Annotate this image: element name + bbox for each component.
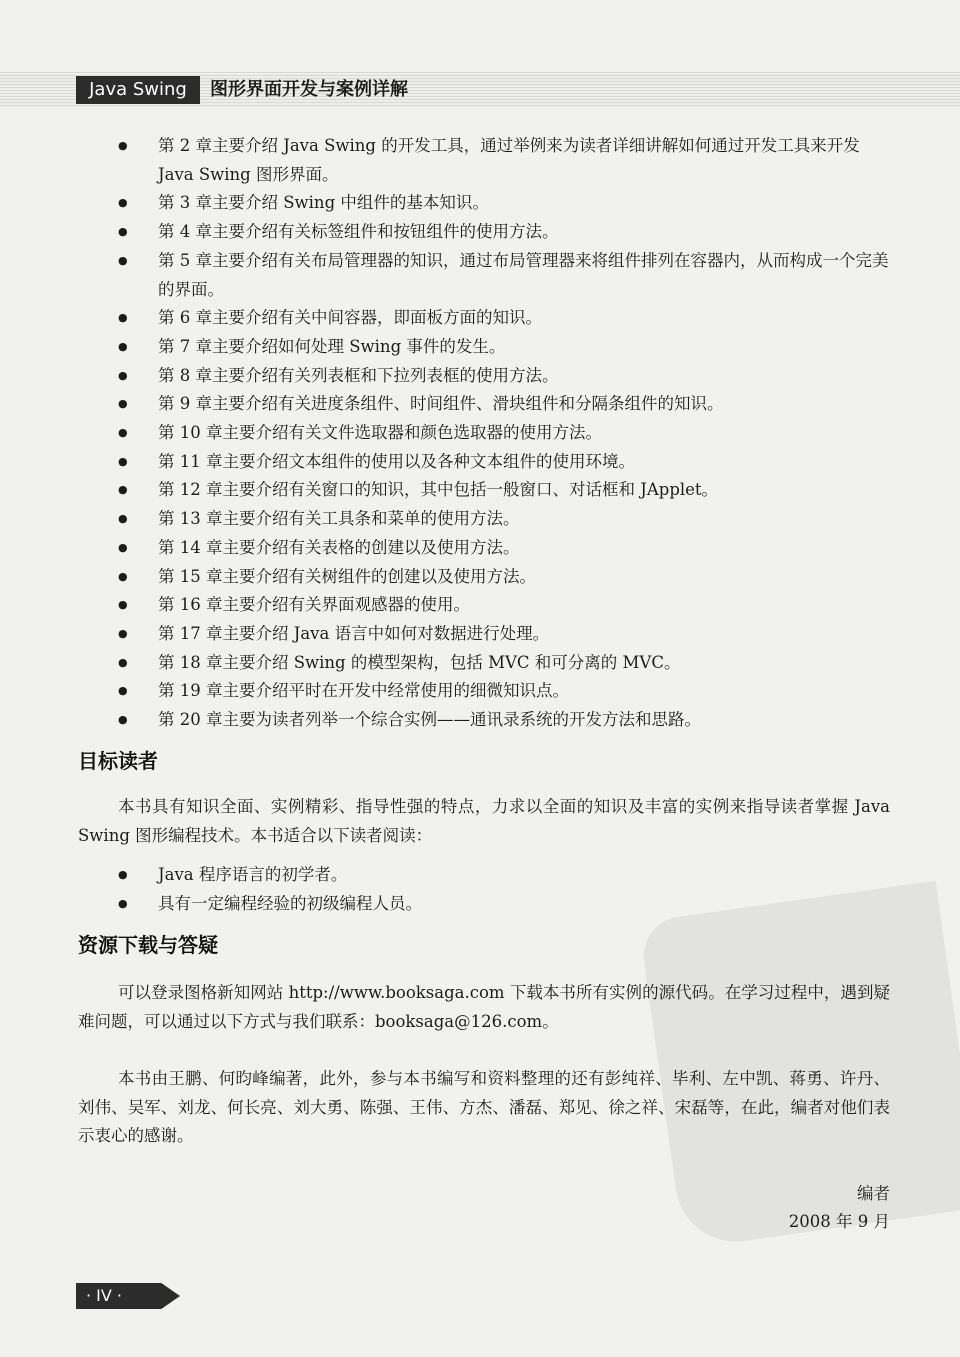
resources-heading: 资源下载与答疑 [78, 933, 218, 957]
list-item: ● 第 7 章主要介绍如何处理 Swing 事件的发生。 [118, 333, 898, 362]
list-item: ● 第 18 章主要介绍 Swing 的模型架构，包括 MVC 和可分离的 MVC。 [118, 649, 898, 678]
list-item: ● 第 5 章主要介绍有关布局管理器的知识，通过布局管理器来将组件排列在容器内，从而构成一个完美的界面。 [118, 247, 898, 304]
list-item: ● 第 10 章主要介绍有关文件选取器和颜色选取器的使用方法。 [118, 419, 898, 448]
list-item: ● 第 12 章主要介绍有关窗口的知识，其中包括一般窗口、对话框和 JApplet。 [118, 476, 898, 505]
list-item: ● 第 19 章主要介绍平时在开发中经常使用的细微知识点。 [118, 677, 898, 706]
target-readers-paragraph: 本书具有知识全面、实例精彩、指导性强的特点，力求以全面的知识及丰富的实例来指导读者掌握 Java Swing 图形编程技术。本书适合以下读者阅读： [78, 797, 890, 845]
resources-paragraph: 可以登录图格新知网站 http://www.booksaga.com 下载本书所有实例的源代码。在学习过程中，遇到疑难问题，可以通过以下方式与我们联系：booksaga@126.com。 [78, 983, 890, 1031]
header-book-tag: Java Swing [76, 76, 200, 104]
list-item: ● 第 6 章主要介绍有关中间容器，即面板方面的知识。 [118, 304, 898, 333]
signoff-date: 2008 年 9 月 [788, 1212, 890, 1231]
page-number: · IV · [86, 1286, 123, 1305]
chapter-list [118, 132, 898, 735]
header-book-title: 图形界面开发与案例详解 [210, 79, 408, 100]
list-item: ● 第 14 章主要介绍有关表格的创建以及使用方法。 [118, 534, 898, 563]
list-item: ● 第 13 章主要介绍有关工具条和菜单的使用方法。 [118, 505, 898, 534]
list-item: ● 第 17 章主要介绍 Java 语言中如何对数据进行处理。 [118, 620, 898, 649]
list-item: ● Java 程序语言的初学者。 [118, 860, 878, 889]
list-item: ● 第 9 章主要介绍有关进度条组件、时间组件、滑块组件和分隔条组件的知识。 [118, 390, 898, 419]
list-item: ● 第 15 章主要介绍有关树组件的创建以及使用方法。 [118, 563, 898, 592]
list-item: ● 第 20 章主要为读者列举一个综合实例——通讯录系统的开发方法和思路。 [118, 706, 898, 735]
reader-list [118, 860, 878, 918]
credits-paragraph: 本书由王鹏、何昀峰编著，此外，参与本书编写和资料整理的还有彭纯祥、毕利、左中凯、蒋勇、许丹、刘伟、吴军、刘龙、何长亮、刘大勇、陈强、王伟、方杰、潘磊、郑见、徐之祥、宋磊等，在此，编者对他们表示衷心的感谢。 [78, 1069, 890, 1145]
target-readers-heading: 目标读者 [78, 749, 158, 773]
list-item: ● 第 11 章主要介绍文本组件的使用以及各种文本组件的使用环境。 [118, 448, 898, 477]
list-item: ● 第 8 章主要介绍有关列表框和下拉列表框的使用方法。 [118, 362, 898, 391]
list-item: ● 第 2 章主要介绍 Java Swing 的开发工具，通过举例来为读者详细讲解如何通过开发工具来开发 Java Swing 图形界面。 [118, 132, 898, 189]
list-item: ● 第 3 章主要介绍 Swing 中组件的基本知识。 [118, 189, 898, 218]
list-item: ● 第 4 章主要介绍有关标签组件和按钮组件的使用方法。 [118, 218, 898, 247]
signoff-author: 编者 [857, 1184, 890, 1203]
list-item: ● 具有一定编程经验的初级编程人员。 [118, 889, 878, 918]
list-item: ● 第 16 章主要介绍有关界面观感器的使用。 [118, 591, 898, 620]
